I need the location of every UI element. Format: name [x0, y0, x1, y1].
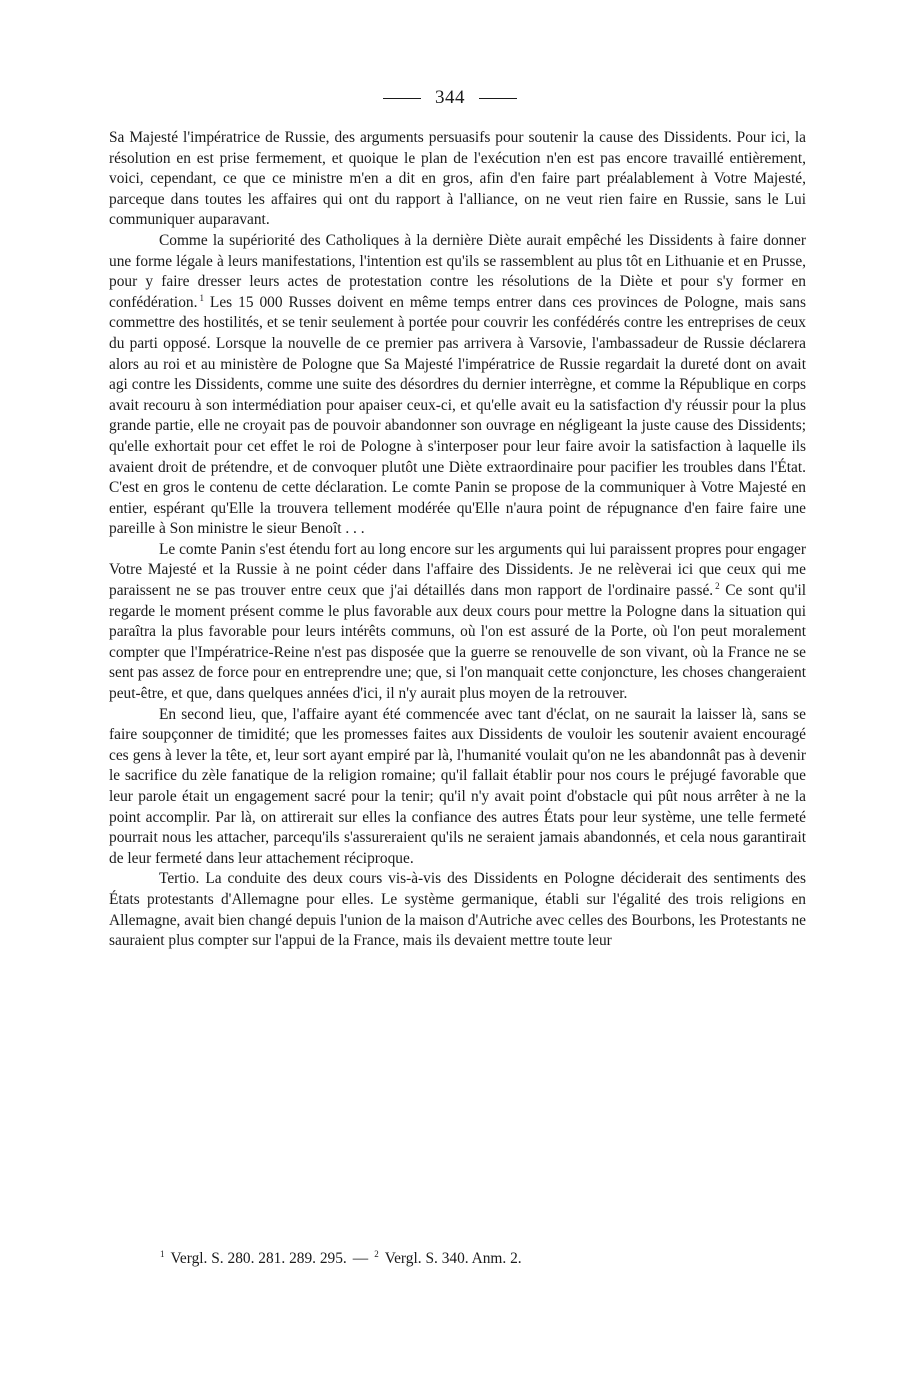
footnotes: [160, 1249, 780, 1269]
page-number: 344: [435, 87, 465, 108]
paragraph-3-text-a: Le comte Panin s'est étendu fort au long encore sur les arguments qui lui paraissent propres pour engager Votre Majesté et la Russie à ne point céder dans l'affaire des Dissidents. Je ne relèverai ici que ceux qui me paraissent ne se pas trouver entre ceux que j'ai détaillés dans mon rapport de l'ordinaire passé.: [109, 540, 806, 600]
footnote-separator: —: [352, 1250, 369, 1267]
paragraph-3: [109, 540, 806, 705]
footnote-1-mark: 1: [160, 1248, 165, 1259]
paragraph-3-text-b: Ce sont qu'il regarde le moment présent comme le plus favorable aux deux cours pour mettre la Pologne dans la situation qui paraîtra la plus favorable pour leurs intérêts communs, où l'on est assuré de la Porte, où l'on peut moralement compter que l'Impératrice-Reine n'est pas disposée que la guerre se renouvelle de son vivant, où la France ne se sent pas assez de force pour en entreprendre une; que, si l'on manquait cette conjoncture, les choses changeraient peut-être, et que, dans quelques années d'ici, il n'y aurait plus moyen de la retrouver.: [109, 582, 807, 703]
paragraph-1: Sa Majesté l'impératrice de Russie, des arguments persuasifs pour soutenir la cause des Dissidents. Pour ici, la résolution en est prise fermement, et quoique le plan de l'exécution n'en est pas encore travaillé entièrement, voici, cependant, ce que ce ministre m'en a dit en gros, afin d'en faire part préalablement à Votre Majesté, parceque dans toutes les affaires qui ont du rapport à l'alliance, on ne veut rien faire en Russie, sans le Lui communiquer auparavant.: [109, 129, 806, 229]
body-text: [109, 128, 806, 952]
paragraph-5: Tertio. La conduite des deux cours vis-à-vis des Dissidents en Pologne déciderait des sentiments des États protestants d'Allemagne pour elles. Le système germanique, établi sur l'égalité des trois religions en Allemagne, avait bien changé depuis l'union de la maison d'Autriche avec celles des Bourbons, les Protestants ne sauraient plus compter sur l'appui de la France, mais ils devaient mettre toute leur: [109, 870, 806, 950]
footnote-1-text: Vergl. S. 280. 281. 289. 295.: [170, 1250, 347, 1267]
page-header: [0, 86, 900, 110]
header-rule-left: [383, 98, 421, 99]
footnote-ref-2: 2: [715, 580, 720, 591]
paragraph-4: En second lieu, que, l'affaire ayant été commencée avec tant d'éclat, on ne saurait la laisser là, sans se faire soupçonner de timidité; que les promesses faites aux Dissidents de vouloir les soutenir avaient encouragé ces gens à lever la tête, et, leur sort ayant empiré par là, l'humanité voulait qu'on ne les abandonnât pas à devenir le sacrifice du zèle fanatique de la religion romaine; qu'il fallait établir pour nos cours le préjugé favorable que leur parole était un engagement sacré pour la tenir; qu'il n'y avait point d'obstacle qui pût nous arrêter à ne la point accomplir. Par là, on attirerait sur elles la confiance des autres États pour leur système, une telle fermeté pourrait nous les attacher, parcequ'ils s'assureraient qu'ils ne seraient jamais abandonnés, et cela nous garantirait de leur fermeté dans leur attachement réciproque.: [109, 705, 806, 867]
footnote-2-text: Vergl. S. 340. Anm. 2.: [384, 1250, 522, 1267]
paragraph-2: [109, 231, 806, 540]
footnote-2-mark: 2: [374, 1248, 379, 1259]
paragraph-2-text-a: Comme la supériorité des Catholiques à la dernière Diète aurait empêché les Dissidents à faire donner une forme légale à leurs manifestations, l'intention est qu'ils se rassemblent au plus tôt en Lithuanie et en Prusse, pour y faire dresser leurs actes de protestation contre les résolutions de la Diète et pour s'y former en confédération.: [109, 231, 806, 311]
paragraph-2-text-b: Les 15 000 Russes doivent en même temps entrer dans ces provinces de Pologne, mais sans commettre des hostilités, et se tenir seulement à portée pour couvrir les confédérés contre les entreprises de ceux du parti opposé. Lorsque la nouvelle de ce premier pas arrivera à Varsovie, l'ambassadeur de Russie déclarera alors au roi et au ministère de Pologne que Sa Majesté l'impératrice de Russie regardait la dureté dont on avait agi contre les Dissidents, comme une suite des désordres du dernier interrègne, et comme la République en corps avait recouru à son intermédiation pour apaiser ceux-ci, et qu'elle avait eu la satisfaction d'y réussir pour la plus grande partie, elle ne croyait pas de pouvoir abandonner son ouvrage en négligeant la juste cause des Dissidents; qu'elle exhortait pour cet effet le roi de Pologne à s'interposer pour leur faire avoir la satisfaction à laquelle ils avaient droit de prétendre, et de convoquer plutôt une Diète extraordinaire pour pacifier les troubles dans l'État. C'est en gros le contenu de cette déclaration. Le comte Panin se propose de la communiquer à Votre Majesté en entier, espérant qu'Elle la trouvera tellement modérée qu'Elle n'aura point de répugnance d'en faire faire une pareille à Son ministre le sieur Benoît . . .: [109, 293, 806, 538]
footnote-ref-1: 1: [199, 292, 204, 303]
header-rule-right: [479, 98, 517, 99]
